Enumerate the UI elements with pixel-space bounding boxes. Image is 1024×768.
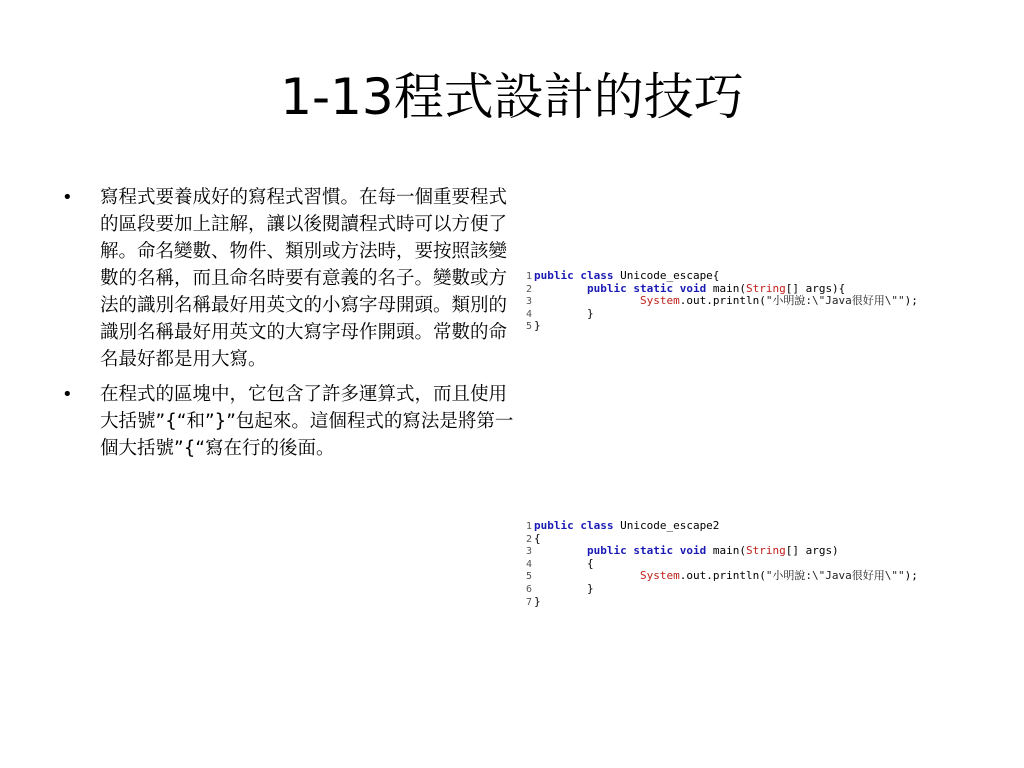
code-token: String (745, 281, 786, 295)
code-token: Unicode_escape{ (620, 269, 720, 282)
code-token: "小明說:\"Java很好用\"" (765, 569, 905, 583)
line-number: 1 (525, 521, 532, 532)
bullet-list (62, 184, 514, 470)
line-number: 3 (525, 296, 532, 308)
code-token: [] args){ (785, 281, 846, 295)
line-number: 4 (525, 308, 532, 320)
code-token: public static void (586, 281, 713, 295)
line-number: 3 (525, 546, 532, 558)
code-line (522, 320, 918, 333)
code-token: public class (534, 269, 621, 282)
bullet-item (62, 184, 514, 373)
code-line (522, 596, 918, 609)
code-token: main( (712, 544, 746, 558)
line-number: 6 (525, 583, 532, 595)
code-token: String (745, 544, 786, 558)
line-number: 4 (525, 558, 532, 570)
code-token: .out.println( (679, 569, 766, 583)
code-token: public static void (586, 544, 713, 558)
code-token: { (534, 556, 594, 570)
code-token: ); (904, 569, 918, 583)
bullet-marker: • (62, 187, 73, 208)
line-number: 7 (525, 596, 532, 608)
code-token: System (639, 294, 680, 308)
code-token: .out.println( (679, 294, 766, 308)
code-token (534, 294, 640, 307)
code-token (534, 544, 587, 557)
code-token: main( (712, 281, 746, 295)
code-token: System (639, 569, 680, 583)
bullet-text: 寫程式要養成好的寫程式習慣。在每一個重要程式的區段要加上註解，讓以後閱讀程式時可以方便了解。命名變數、物件、類別或方法時，要按照該變數的名稱，而且命名時要有意義的名子。變數或方法的識別名稱最好用英文的小寫字母開頭。類別的識別名稱最好用英文的大寫字母作開頭。常數的命名最好都是用大寫。 (100, 187, 508, 370)
line-number: 2 (525, 533, 532, 545)
code-token: } (534, 581, 594, 595)
bullet-marker: • (62, 384, 73, 405)
code-token: } (534, 319, 541, 333)
code-token: } (534, 306, 594, 320)
line-number: 2 (525, 283, 532, 295)
code-token: ); (904, 294, 918, 308)
bullet-text: 在程式的區塊中，它包含了許多運算式，而且使用大括號”{“和”}”包起來。這個程式的寫法是將第一個大括號”{“寫在行的後面。 (100, 384, 514, 459)
line-number: 5 (525, 321, 532, 333)
code-token (534, 569, 640, 582)
code-line (522, 308, 918, 321)
code-token: public class (534, 519, 621, 532)
code-token: } (534, 594, 541, 608)
code-block-unicode-escape2 (522, 520, 918, 608)
code-token: "小明說:\"Java很好用\"" (765, 294, 905, 308)
code-line (522, 520, 918, 533)
code-block-unicode-escape (522, 270, 918, 333)
line-number: 5 (525, 571, 532, 583)
code-token (534, 282, 587, 295)
code-token: [] args) (785, 544, 839, 558)
line-number: 1 (525, 271, 532, 282)
code-line (522, 583, 918, 596)
code-token: { (534, 531, 541, 545)
bullet-item (62, 381, 514, 462)
slide-title: 1-13程式設計的技巧 (280, 68, 744, 126)
code-token: Unicode_escape2 (620, 519, 720, 532)
